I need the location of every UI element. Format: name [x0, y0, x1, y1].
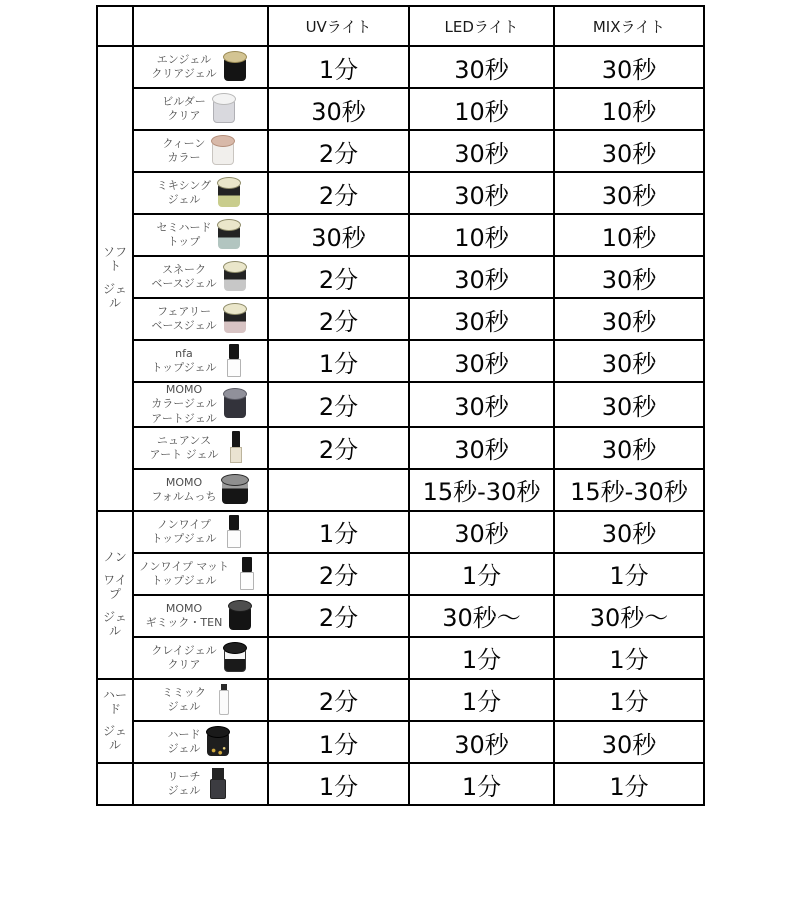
table-row	[97, 637, 704, 679]
uv-time-cell: 1分	[268, 511, 409, 553]
product-cell	[133, 256, 268, 298]
product-photo-icon	[220, 473, 250, 507]
product-name: スネーク ベースジェル	[151, 262, 217, 290]
header-row	[97, 6, 704, 46]
product-photo-icon	[220, 387, 250, 421]
table-row	[97, 427, 704, 469]
led-time-cell: 1分	[409, 637, 554, 679]
uv-time-cell: 2分	[268, 256, 409, 298]
product-cell	[133, 595, 268, 637]
product-cell	[133, 427, 268, 469]
mix-time-cell: 30秒	[554, 298, 704, 340]
product-name: エンジェル クリアジェル	[151, 52, 217, 80]
product-name: ビルダー クリア	[162, 94, 206, 122]
category-cell-nonwipe-gel: ノン ワイプ ジェル	[97, 511, 133, 679]
uv-time-cell	[268, 637, 409, 679]
product-cell	[133, 763, 268, 805]
uv-time-cell: 1分	[268, 340, 409, 382]
header-mix-light: MIXライト	[554, 6, 704, 46]
product-photo-icon	[219, 515, 249, 549]
product-photo-icon	[203, 767, 233, 801]
product-name: リーチ ジェル	[167, 769, 201, 798]
table-row	[97, 256, 704, 298]
uv-time-cell: 30秒	[268, 88, 409, 130]
product-photo-icon	[214, 218, 244, 252]
curing-time-table	[96, 5, 705, 806]
table-row	[97, 553, 704, 595]
uv-time-cell: 1分	[268, 721, 409, 763]
led-time-cell: 30秒	[409, 427, 554, 469]
product-name: クレイジェル クリア	[151, 643, 217, 671]
product-cell	[133, 340, 268, 382]
table-row	[97, 214, 704, 256]
led-time-cell: 10秒	[409, 88, 554, 130]
mix-time-cell: 1分	[554, 637, 704, 679]
uv-time-cell: 2分	[268, 679, 409, 721]
product-photo-icon	[214, 176, 244, 210]
led-time-cell: 30秒	[409, 172, 554, 214]
table-row	[97, 721, 704, 763]
product-photo-icon	[220, 50, 250, 84]
led-time-cell: 30秒	[409, 130, 554, 172]
uv-time-cell: 2分	[268, 427, 409, 469]
mix-time-cell: 10秒	[554, 214, 704, 256]
product-photo-icon	[209, 683, 239, 717]
led-time-cell: 10秒	[409, 214, 554, 256]
led-time-cell: 30秒	[409, 511, 554, 553]
product-cell	[133, 469, 268, 511]
uv-time-cell: 2分	[268, 298, 409, 340]
table-row	[97, 679, 704, 721]
product-cell	[133, 511, 268, 553]
led-time-cell: 30秒	[409, 298, 554, 340]
product-name: クィーン カラー	[162, 136, 206, 164]
mix-time-cell: 30秒	[554, 256, 704, 298]
mix-time-cell: 15秒-30秒	[554, 469, 704, 511]
category-cell-empty	[97, 763, 133, 805]
table-row	[97, 298, 704, 340]
gel-curing-table	[96, 5, 705, 806]
product-photo-icon	[232, 557, 262, 591]
table-row	[97, 469, 704, 511]
led-time-cell: 30秒	[409, 340, 554, 382]
mix-time-cell: 30秒	[554, 721, 704, 763]
product-name: ミキシング ジェル	[156, 178, 212, 206]
product-photo-icon	[225, 599, 255, 633]
mix-time-cell: 1分	[554, 763, 704, 805]
led-time-cell: 30秒	[409, 382, 554, 427]
product-cell	[133, 172, 268, 214]
led-time-cell: 30秒	[409, 256, 554, 298]
product-cell	[133, 553, 268, 595]
mix-time-cell: 1分	[554, 679, 704, 721]
mix-time-cell: 30秒	[554, 46, 704, 88]
led-time-cell: 1分	[409, 763, 554, 805]
product-photo-icon	[203, 725, 233, 759]
mix-time-cell: 30秒	[554, 172, 704, 214]
product-name: MOMO フォルムっち	[151, 475, 217, 503]
table-row	[97, 763, 704, 805]
product-cell	[133, 46, 268, 88]
product-cell	[133, 679, 268, 721]
product-cell	[133, 637, 268, 679]
header-uv-light: UVライト	[268, 6, 409, 46]
product-photo-icon	[219, 344, 249, 378]
product-photo-icon	[220, 302, 250, 336]
product-cell	[133, 214, 268, 256]
mix-time-cell: 30秒	[554, 427, 704, 469]
product-cell	[133, 88, 268, 130]
table-row	[97, 130, 704, 172]
product-name: ノンワイプ マット トップジェル	[139, 559, 229, 587]
product-name: ハード ジェル	[167, 727, 201, 756]
uv-time-cell: 1分	[268, 763, 409, 805]
table-row	[97, 595, 704, 637]
product-name: nfa トップジェル	[151, 346, 217, 374]
uv-time-cell: 30秒	[268, 214, 409, 256]
mix-time-cell: 30秒	[554, 130, 704, 172]
led-time-cell: 30秒	[409, 721, 554, 763]
header-category-cell	[97, 6, 133, 46]
mix-time-cell: 30秒～	[554, 595, 704, 637]
product-photo-icon	[209, 92, 239, 126]
mix-time-cell: 30秒	[554, 511, 704, 553]
uv-time-cell: 2分	[268, 595, 409, 637]
uv-time-cell: 1分	[268, 46, 409, 88]
mix-time-cell: 1分	[554, 553, 704, 595]
category-cell-hard-gel: ハード ジェル	[97, 679, 133, 763]
mix-time-cell: 30秒	[554, 340, 704, 382]
led-time-cell: 30秒	[409, 46, 554, 88]
product-photo-icon	[220, 260, 250, 294]
product-name: ニュアンス アート ジェル	[149, 433, 219, 461]
led-time-cell: 30秒～	[409, 595, 554, 637]
table-row	[97, 511, 704, 553]
led-time-cell: 15秒-30秒	[409, 469, 554, 511]
uv-time-cell	[268, 469, 409, 511]
product-name: MOMO ギミック・TEN	[145, 601, 223, 629]
table-row	[97, 172, 704, 214]
mix-time-cell: 10秒	[554, 88, 704, 130]
table-row	[97, 88, 704, 130]
category-cell-soft-gel: ソフト ジェル	[97, 46, 133, 511]
product-cell	[133, 130, 268, 172]
uv-time-cell: 2分	[268, 130, 409, 172]
product-photo-icon	[220, 641, 250, 675]
product-cell	[133, 382, 268, 427]
product-photo-icon	[208, 134, 238, 168]
header-led-light: LEDライト	[409, 6, 554, 46]
product-cell	[133, 298, 268, 340]
header-product-cell	[133, 6, 268, 46]
product-photo-icon	[221, 431, 251, 465]
uv-time-cell: 2分	[268, 382, 409, 427]
uv-time-cell: 2分	[268, 172, 409, 214]
product-name: セミハード トップ	[156, 220, 212, 248]
led-time-cell: 1分	[409, 679, 554, 721]
product-name: ノンワイプ トップジェル	[151, 517, 217, 545]
product-name: フェアリー ベースジェル	[151, 304, 217, 332]
product-cell	[133, 721, 268, 763]
table-row	[97, 382, 704, 427]
mix-time-cell: 30秒	[554, 382, 704, 427]
uv-time-cell: 2分	[268, 553, 409, 595]
table-row	[97, 46, 704, 88]
product-name: MOMO カラージェル アートジェル	[151, 383, 217, 425]
table-row	[97, 340, 704, 382]
led-time-cell: 1分	[409, 553, 554, 595]
product-name: ミミック ジェル	[162, 685, 206, 713]
